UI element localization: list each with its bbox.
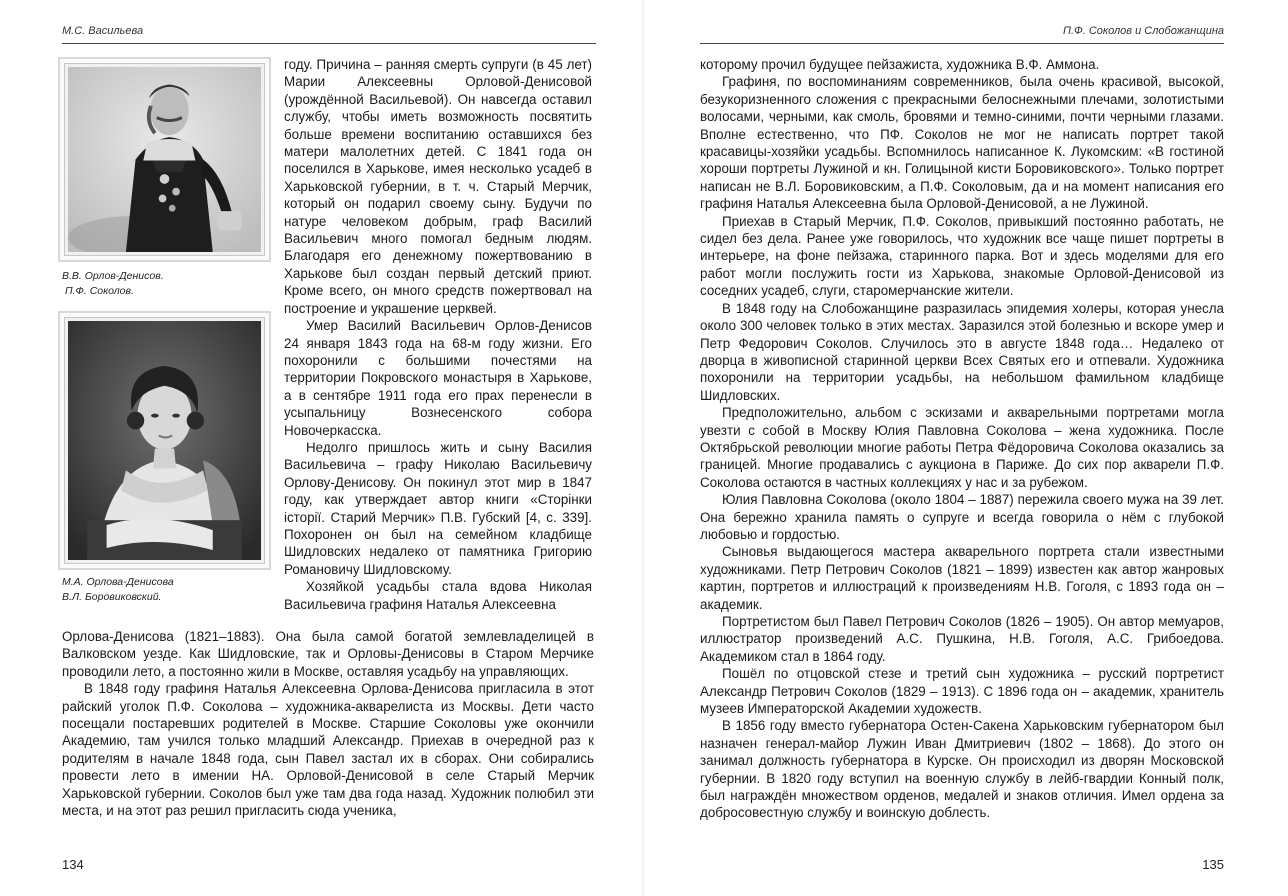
portrait-image-2 [68,321,261,560]
right-page [644,0,1288,896]
right-column [700,56,1224,822]
caption-sitter: М.А. Орлова-Денисова [62,576,174,588]
paragraph: Пошёл по отцовской стезе и третий сын художника – русский портретист Александр Петрович Соколов (1829 – 1913). С 1896 года он – академик, хранитель музеев Императорской Академии художеств. [700,666,1224,717]
paragraph: Недолго пришлось жить и сыну Василия Васильевича – графу Николаю Васильевичу Орлову-Денисову. Он покинул этот мир в 1847 году, как утверждает автор книги «Сторінки історії. Старий Мерчик» П.В. Губский [4, с. 339]. Похоронен он был на семейном кладбище Шидловских недалеко от памятника Григорию Романовичу Шидловскому. [284,439,592,577]
paragraph: В 1848 году на Слобожанщине разразилась эпидемия холеры, которая унесла около 300 человек только в этих местах. Заразился этой болезнью и вскоре умер и Петр Федорович Соколов. Случилось это в августе 1848 года… Недалеко от дворца в живописной старинной церкви Всех Святых его и отпевали. Художника похоронили на территории усадьбы, на небольшом фамильном кладбище Шидловских. [700,300,1224,403]
paragraph: Приехав в Старый Мерчик, П.Ф. Соколов, привыкший постоянно работать, не сидел без дела. Ранее уже говорилось, что художник все чаще пишет портреты в интерьере, на фоне пейзажа, старинного парка. Вот и здесь моделями для его работ могли послужить гости из Харькова, знакомые Орловой-Денисовой из соседних усадеб, слуги, старомерчанские жители. [700,213,1224,299]
page-number-right: 135 [1202,857,1224,872]
head-rule-left [62,43,596,44]
paragraph: Умер Василий Васильевич Орлов-Денисов 24 января 1843 года на 68-м году жизни. Его похоронили с большими почестями на территории Покровского монастыря в Харькове, а в сентябре 1911 года его прах перенесли в усыпальницу Вознесенского собора Новочеркасска. [284,318,592,438]
running-head-right: П.Ф. Соколов и Слобожанщина [1062,25,1224,37]
left-side-column [284,56,592,613]
portrait-caption-2 [62,575,174,605]
paragraph: которому прочил будущее пейзажиста, художника В.Ф. Аммона. [700,57,1100,72]
paragraph: Предположительно, альбом с эскизами и акварельными портретами могла увезти с собой в Москву Юлия Павловна Соколова – жена художника. После Октябрьской революции многие работы Петра Фёдоровича Соколова оказались за границей. Многие продавались с аукциона в Париже. До сих пор акварели П.Ф. Соколова остаются в частных коллекциях у нас и за рубежом. [700,405,1224,490]
paragraph: Сыновья выдающегося мастера акварельного портрета стали известными художниками. Петр Петрович Соколов (1821 – 1899) известен как автор жанровых картин, портретов и иллюстраций к произведениям Н.В. Гоголя, с 1893 года он – академик. [700,544,1224,612]
paragraph: Портретистом был Павел Петрович Соколов (1826 – 1905). Он автор мемуаров, иллюстратор произведений А.С. Пушкина, Н.В. Гоголя, А.С. Грибоедова. Академиком стал в 1864 году. [700,614,1224,664]
paragraph: Юлия Павловна Соколова (около 1804 – 1887) пережила своего мужа на 39 лет. Она бережно хранила память о супруге и всегда говорила о нём с глубокой любовью и гордостью. [700,492,1224,542]
page-number-left: 134 [62,857,84,872]
portrait-caption-1 [62,269,164,299]
paragraph: Графиня, по воспоминаниям современников, была очень красивой, высокой, безукоризненного сложения с прекрасными белоснежными плечами, золотистыми волосами, черными, как смоль, бровями и темно-синими, почти черными глазами. Вполне естественно, что ПФ. Соколов не мог не написать портрет такой красавицы-хозяйки усадьбы. Вспомнилось написанное К. Лукомским: «В гостиной хороши портреты Лужиной и кн. Голицыной кисти Боровиковского». Только портрет написан не В.Л. Боровиковским, а П.Ф. Соколовым, да и на момент написания его графиня Наталья Алексеевна была Орловой-Денисовой, а не Лужиной. [700,74,1224,212]
paragraph: Орлова-Денисова (1821–1883). Она была самой богатой землевладелицей в Валковском уезде. Как Шидловские, так и Орловы-Денисовы в Старом Мерчике проводили лето, а постоянно жили в Москве, оставляя усадьбу на управляющих. [62,629,594,679]
running-head-left: М.С. Васильева [62,25,144,37]
paragraph: Хозяйкой усадьбы стала вдова Николая Васильевича графиня Наталья Алексеевна [284,579,592,612]
caption-artist: В.Л. Боровиковский. [62,591,162,603]
portrait-image-1 [68,67,261,252]
paragraph: В 1856 году вместо губернатора Остен-Сакена Харьковским губернатором был назначен генерал-майор Лужин Иван Дмитриевич (1802 – 1868). До этого он занимал должность губернатора в Курске. Он происходил из дворян Московской губернии. В 1820 году вступил на военную службу в лейб-гвардии Конный полк, был награждён множеством орденов, медалей и знаков отличия. Имел ордена за добросовестную службу и воинскую доблесть. [700,718,1224,821]
paragraph: году. Причина – ранняя смерть супруги (в 45 лет) Марии Алексеевны Орловой-Денисовой (урождённой Васильевой). Он навсегда оставил службу, чтобы иметь возможность посвятить больше времени воспитанию оставшихся без матери малолетних детей. С 1841 года он поселился в Харькове, имея несколько усадеб в Харьковской губернии, в т. ч. Старый Мерчик, который он подарил своему сыну. Будучи по натуре человеком добрым, граф Василий Васильевич много помогал бедным людям. Благодаря его денежному пожертвованию в Харькове был создан первый детский приют. Кроме всего, он много средств пожертвовал на построение и украшение церквей. [284,57,592,316]
left-full-column [62,628,594,819]
caption-artist: П.Ф. Соколов. [65,285,134,297]
paragraph: В 1848 году графиня Наталья Алексеевна Орлова-Денисова пригласила в этот райский уголок П.Ф. Соколова – художника-акварелиста из Москвы. Дети часто посещали постаревших родителей в Москве. Старшие Соколовы уже окончили Академию, там учился только младший Александр. Приехав в очередной раз к родителям в начале 1848 года, сын Павел застал их в сборах. Они собирались провести лето в имении НА. Орловой-Денисовой в селе Старый Мерчик Харьковской губернии. Соколов был уже там два года назад. Художник полюбил эти места, и на этот раз решил пригласить сюда ученика, [62,681,594,819]
caption-sitter: В.В. Орлов-Денисов. [62,270,164,282]
head-rule-right [700,43,1224,44]
portrait-orlova-denisova [58,311,271,570]
portrait-orlov-denisov [58,57,271,262]
